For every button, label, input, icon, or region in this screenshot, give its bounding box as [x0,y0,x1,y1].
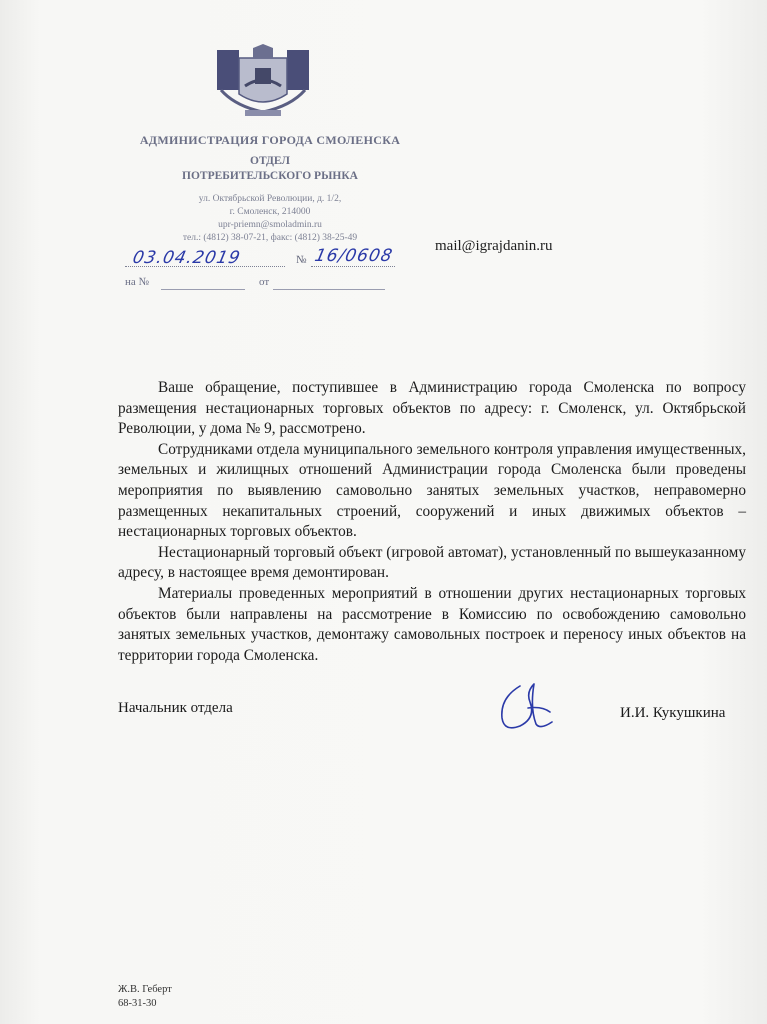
address-city: г. Смоленск, 214000 [229,207,311,217]
executor-phone: 68-31-30 [118,998,157,1009]
department-name: ПОТРЕБИТЕЛЬСКОГО РЫНКА [182,170,358,182]
body-paragraph: Ваше обращение, поступившее в Администрацию города Смоленска по вопросу размещения нестационарных торговых объектов по адресу: г. Смоленск, ул. Октябрьской Революции, у дома № 9, рассмотрено. [118,379,746,438]
executor-name: Ж.В. Геберт [118,984,172,995]
smolensk-coat-of-arms-icon [215,44,311,120]
reply-date-line [273,289,385,290]
signatory-name: И.И. Кукушкина [620,705,726,721]
number-underline [311,266,395,267]
body-paragraph: Нестационарный торговый объект (игровой автомат), установленный по вышеуказанному адресу, в настоящее время демонтирован. [118,543,746,582]
registration-number: 16/0608 [312,246,395,266]
department-email: upr-priemn@smoladmin.ru [218,220,322,230]
registration-number-label: № [296,254,307,266]
body-paragraph: Сотрудниками отдела муниципального земельного контроля управления имущественных, земельных и жилищных отношений Администрации города Смоленска были проведены мероприятия по выявлению самовольно занятых земельных участков, неправомерно размещенных некапитальных строений, сооружений и иных движимых объектов – нестационарных торговых объектов. [118,440,746,541]
signatory-title: Начальник отдела [118,700,233,716]
letter-body [118,378,746,666]
reply-reference-line [125,276,270,288]
handwritten-signature [490,678,560,733]
registration-date: 03.04.2019 [130,248,243,268]
organization-name: АДМИНИСТРАЦИЯ ГОРОДА СМОЛЕНСКА [139,133,401,147]
department-label: ОТДЕЛ [250,155,290,167]
department-phones: тел.: (4812) 38-07-21, факс: (4812) 38-25-49 [182,233,358,243]
reply-number-line [161,289,245,290]
reply-from-label: от [259,276,270,288]
body-paragraph: Материалы проведенных мероприятий в отношении других нестационарных торговых объектов были направлены на рассмотрение в Комиссию по освобождению самовольно занятых земельных участков, демонтажу самовольных построек и переносу иных объектов на территории города Смоленска. [118,584,746,664]
executor-info [118,983,172,1011]
registration-line [125,248,395,270]
reply-to-label: на № [125,276,150,288]
recipient-address: mail@igrajdanin.ru [435,238,553,254]
address-street: ул. Октябрьской Революции, д. 1/2, [198,194,342,204]
